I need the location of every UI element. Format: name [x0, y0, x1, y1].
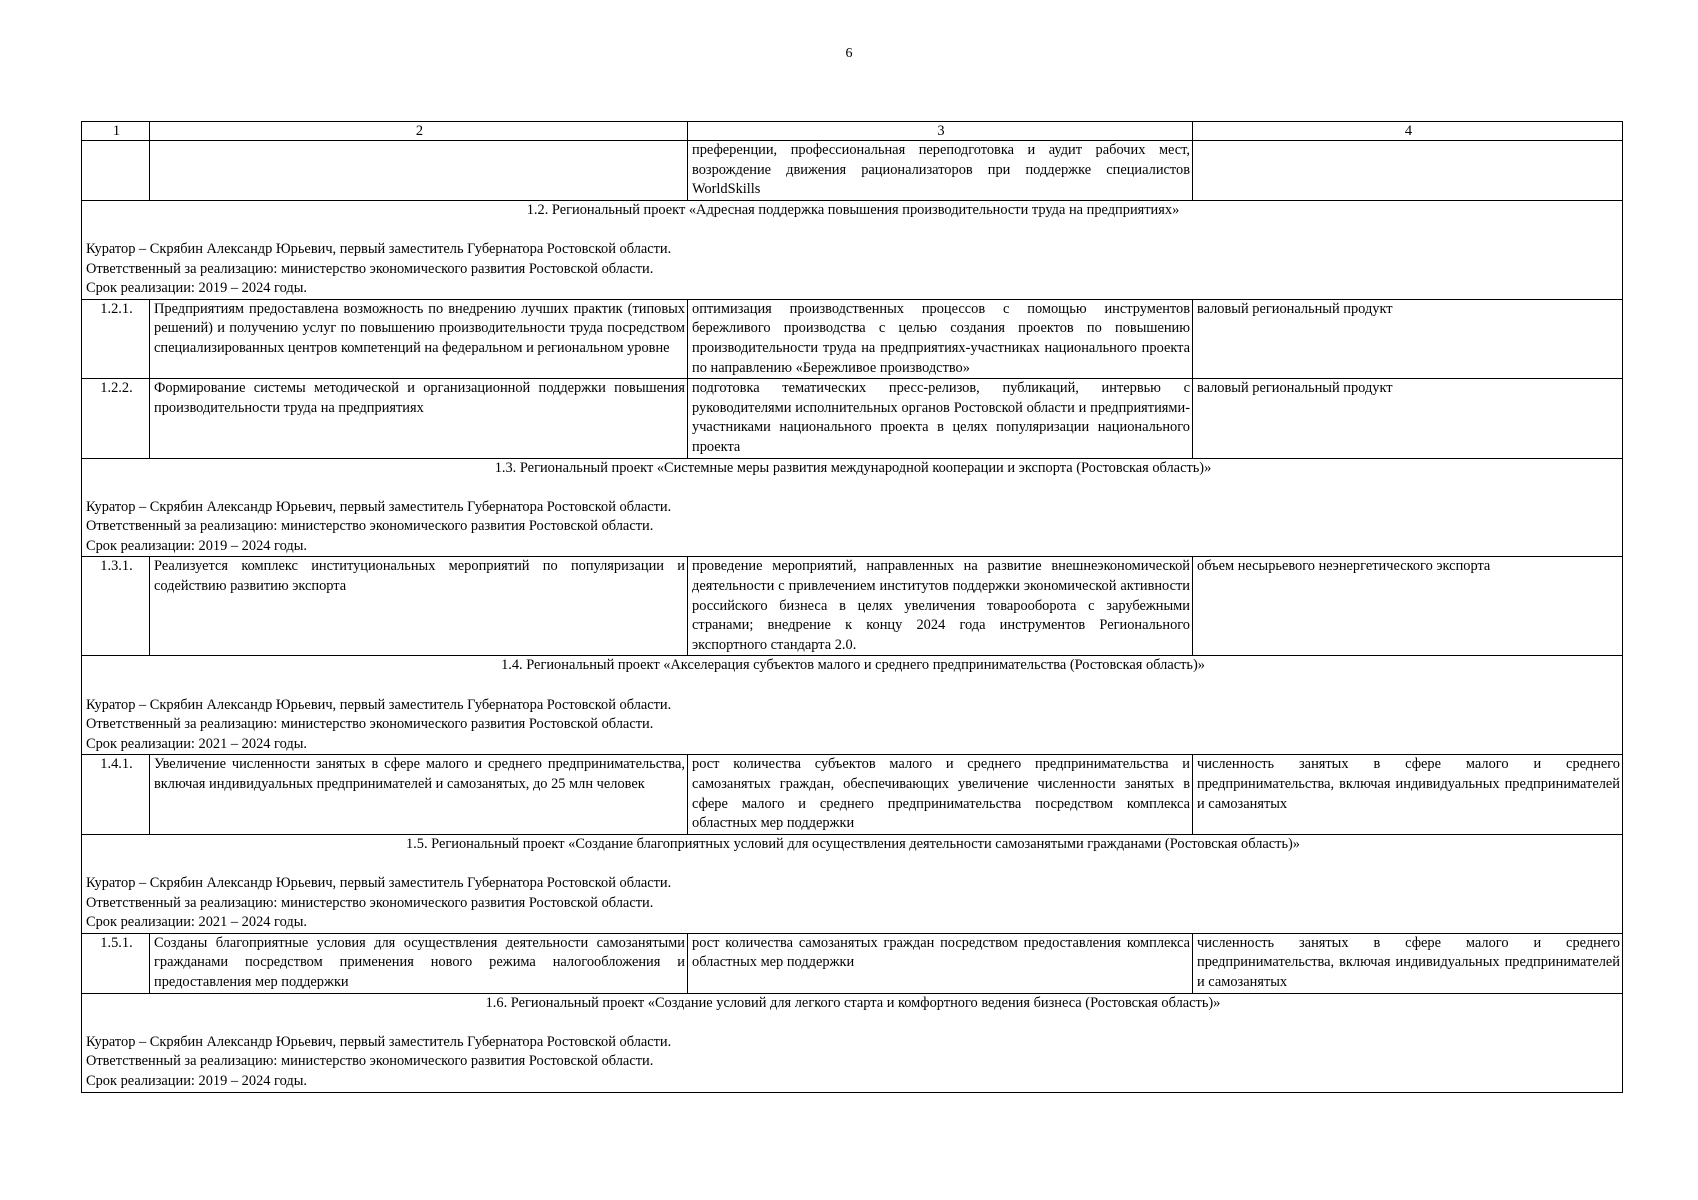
header-cell-4: 4	[1193, 122, 1623, 141]
row-number: 1.2.1.	[82, 299, 150, 378]
row-action: проведение мероприятий, направленных на развитие внешнеэкономической деятельности с привлечением институтов поддержки экономической активности российского бизнеса в целях увеличения товарооборота с зарубежными странами; внедрение к концу 2024 года инструментов Регионального экспортного стандарта 2.0.	[688, 557, 1193, 656]
section-title: 1.4. Региональный проект «Акселерация субъектов малого и среднего предпринимательства (Ростовская область)»	[501, 657, 1205, 674]
row-action: рост количества самозанятых граждан посредством предоставления комплекса областных мер поддержки	[688, 933, 1193, 993]
section-responsible: Ответственный за реализацию: министерство экономического развития Ростовской области.	[86, 716, 654, 733]
section-header-cell	[82, 656, 1623, 755]
header-cell-2: 2	[150, 122, 688, 141]
section-title: 1.6. Региональный проект «Создание условий для легкого старта и комфортного ведения бизнеса (Ростовская область)»	[485, 994, 1221, 1011]
section-responsible: Ответственный за реализацию: министерство экономического развития Ростовской области.	[86, 1053, 654, 1070]
row-indicator: валовый региональный продукт	[1193, 299, 1623, 378]
row-indicator: численность занятых в сфере малого и среднего предпринимательства, включая индивидуальных предпринимателей и самозанятых	[1193, 933, 1623, 993]
row-task: Увеличение численности занятых в сфере малого и среднего предпринимательства, включая индивидуальных предпринимателей и самозанятых, до 25 млн человек	[150, 755, 688, 834]
table-row	[82, 557, 1623, 656]
section-curator: Куратор – Скрябин Александр Юрьевич, первый заместитель Губернатора Ростовской области.	[86, 1033, 672, 1050]
section-header-row	[82, 656, 1623, 755]
section-responsible: Ответственный за реализацию: министерство экономического развития Ростовской области.	[86, 894, 654, 911]
section-header-cell	[82, 200, 1623, 299]
row-task: Предприятиям предоставлена возможность по внедрению лучших практик (типовых решений) и получению услуг по повышению производительности труда посредством специализированных центров компетенций на федеральном и региональном уровне	[150, 299, 688, 378]
row-task: Реализуется комплекс институциональных мероприятий по популяризации и содействию развитию экспорта	[150, 557, 688, 656]
section-term: Срок реализации: 2019 – 2024 годы.	[86, 1072, 307, 1089]
section-title: 1.5. Региональный проект «Создание благоприятных условий для осуществления деятельности самозанятыми гражданами (Ростовская область)»	[405, 835, 1301, 852]
continuation-indicator-cell	[1193, 141, 1623, 201]
continuation-num-cell	[82, 141, 150, 201]
section-header-cell	[82, 993, 1623, 1092]
section-header-row	[82, 200, 1623, 299]
table-row	[82, 933, 1623, 993]
section-header-row	[82, 458, 1623, 557]
section-title: 1.3. Региональный проект «Системные меры развития международной кооперации и экспорта (Ростовская область)»	[494, 459, 1212, 476]
row-action: рост количества субъектов малого и среднего предпринимательства и самозанятых граждан, обеспечивающих увеличение численности занятых в сфере малого и среднего предпринимательства посредством комплекса областных мер поддержки	[688, 755, 1193, 834]
section-responsible: Ответственный за реализацию: министерство экономического развития Ростовской области.	[86, 260, 654, 277]
header-cell-3: 3	[688, 122, 1193, 141]
section-term: Срок реализации: 2021 – 2024 годы.	[86, 914, 307, 931]
section-curator: Куратор – Скрябин Александр Юрьевич, первый заместитель Губернатора Ростовской области.	[86, 696, 672, 713]
section-curator: Куратор – Скрябин Александр Юрьевич, первый заместитель Губернатора Ростовской области.	[86, 240, 672, 257]
row-action: подготовка тематических пресс-релизов, публикаций, интервью с руководителями исполнительных органов Ростовской области и предприятиями-участниками национального проекта в целях популяризации национального проекта	[688, 379, 1193, 458]
row-number: 1.5.1.	[82, 933, 150, 993]
header-cell-1: 1	[82, 122, 150, 141]
section-curator: Куратор – Скрябин Александр Юрьевич, первый заместитель Губернатора Ростовской области.	[86, 498, 672, 515]
section-title: 1.2. Региональный проект «Адресная поддержка повышения производительности труда на предприятиях»	[526, 201, 1180, 218]
table-row	[82, 755, 1623, 834]
row-task: Созданы благоприятные условия для осуществления деятельности самозанятыми гражданами посредством применения нового режима налогообложения и предоставления мер поддержки	[150, 933, 688, 993]
section-header-row	[82, 993, 1623, 1092]
section-curator: Куратор – Скрябин Александр Юрьевич, первый заместитель Губернатора Ростовской области.	[86, 874, 672, 891]
continuation-row	[82, 141, 1623, 201]
row-number: 1.2.2.	[82, 379, 150, 458]
continuation-action-cell: преференции, профессиональная переподготовка и аудит рабочих мест, возрождение движения рационализаторов при поддержке специалистов WorldSkills	[688, 141, 1193, 201]
table-row	[82, 379, 1623, 458]
table-header-row	[82, 122, 1623, 141]
section-term: Срок реализации: 2021 – 2024 годы.	[86, 735, 307, 752]
section-term: Срок реализации: 2019 – 2024 годы.	[86, 537, 307, 554]
row-indicator: объем несырьевого неэнергетического экспорта	[1193, 557, 1623, 656]
section-header-row	[82, 834, 1623, 933]
projects-table	[81, 121, 1623, 1093]
page-number: 6	[845, 46, 853, 61]
section-responsible: Ответственный за реализацию: министерство экономического развития Ростовской области.	[86, 518, 654, 535]
row-indicator: валовый региональный продукт	[1193, 379, 1623, 458]
section-header-cell	[82, 834, 1623, 933]
row-indicator: численность занятых в сфере малого и среднего предпринимательства, включая индивидуальных предпринимателей и самозанятых	[1193, 755, 1623, 834]
continuation-task-cell	[150, 141, 688, 201]
row-action: оптимизация производственных процессов с помощью инструментов бережливого производства с целью создания проектов по повышению производительности труда на предприятиях-участниках национального проекта по направлению «Бережливое производство»	[688, 299, 1193, 378]
row-number: 1.4.1.	[82, 755, 150, 834]
table-row	[82, 299, 1623, 378]
row-number: 1.3.1.	[82, 557, 150, 656]
section-term: Срок реализации: 2019 – 2024 годы.	[86, 280, 307, 297]
row-task: Формирование системы методической и организационной поддержки повышения производительности труда на предприятиях	[150, 379, 688, 458]
section-header-cell	[82, 458, 1623, 557]
